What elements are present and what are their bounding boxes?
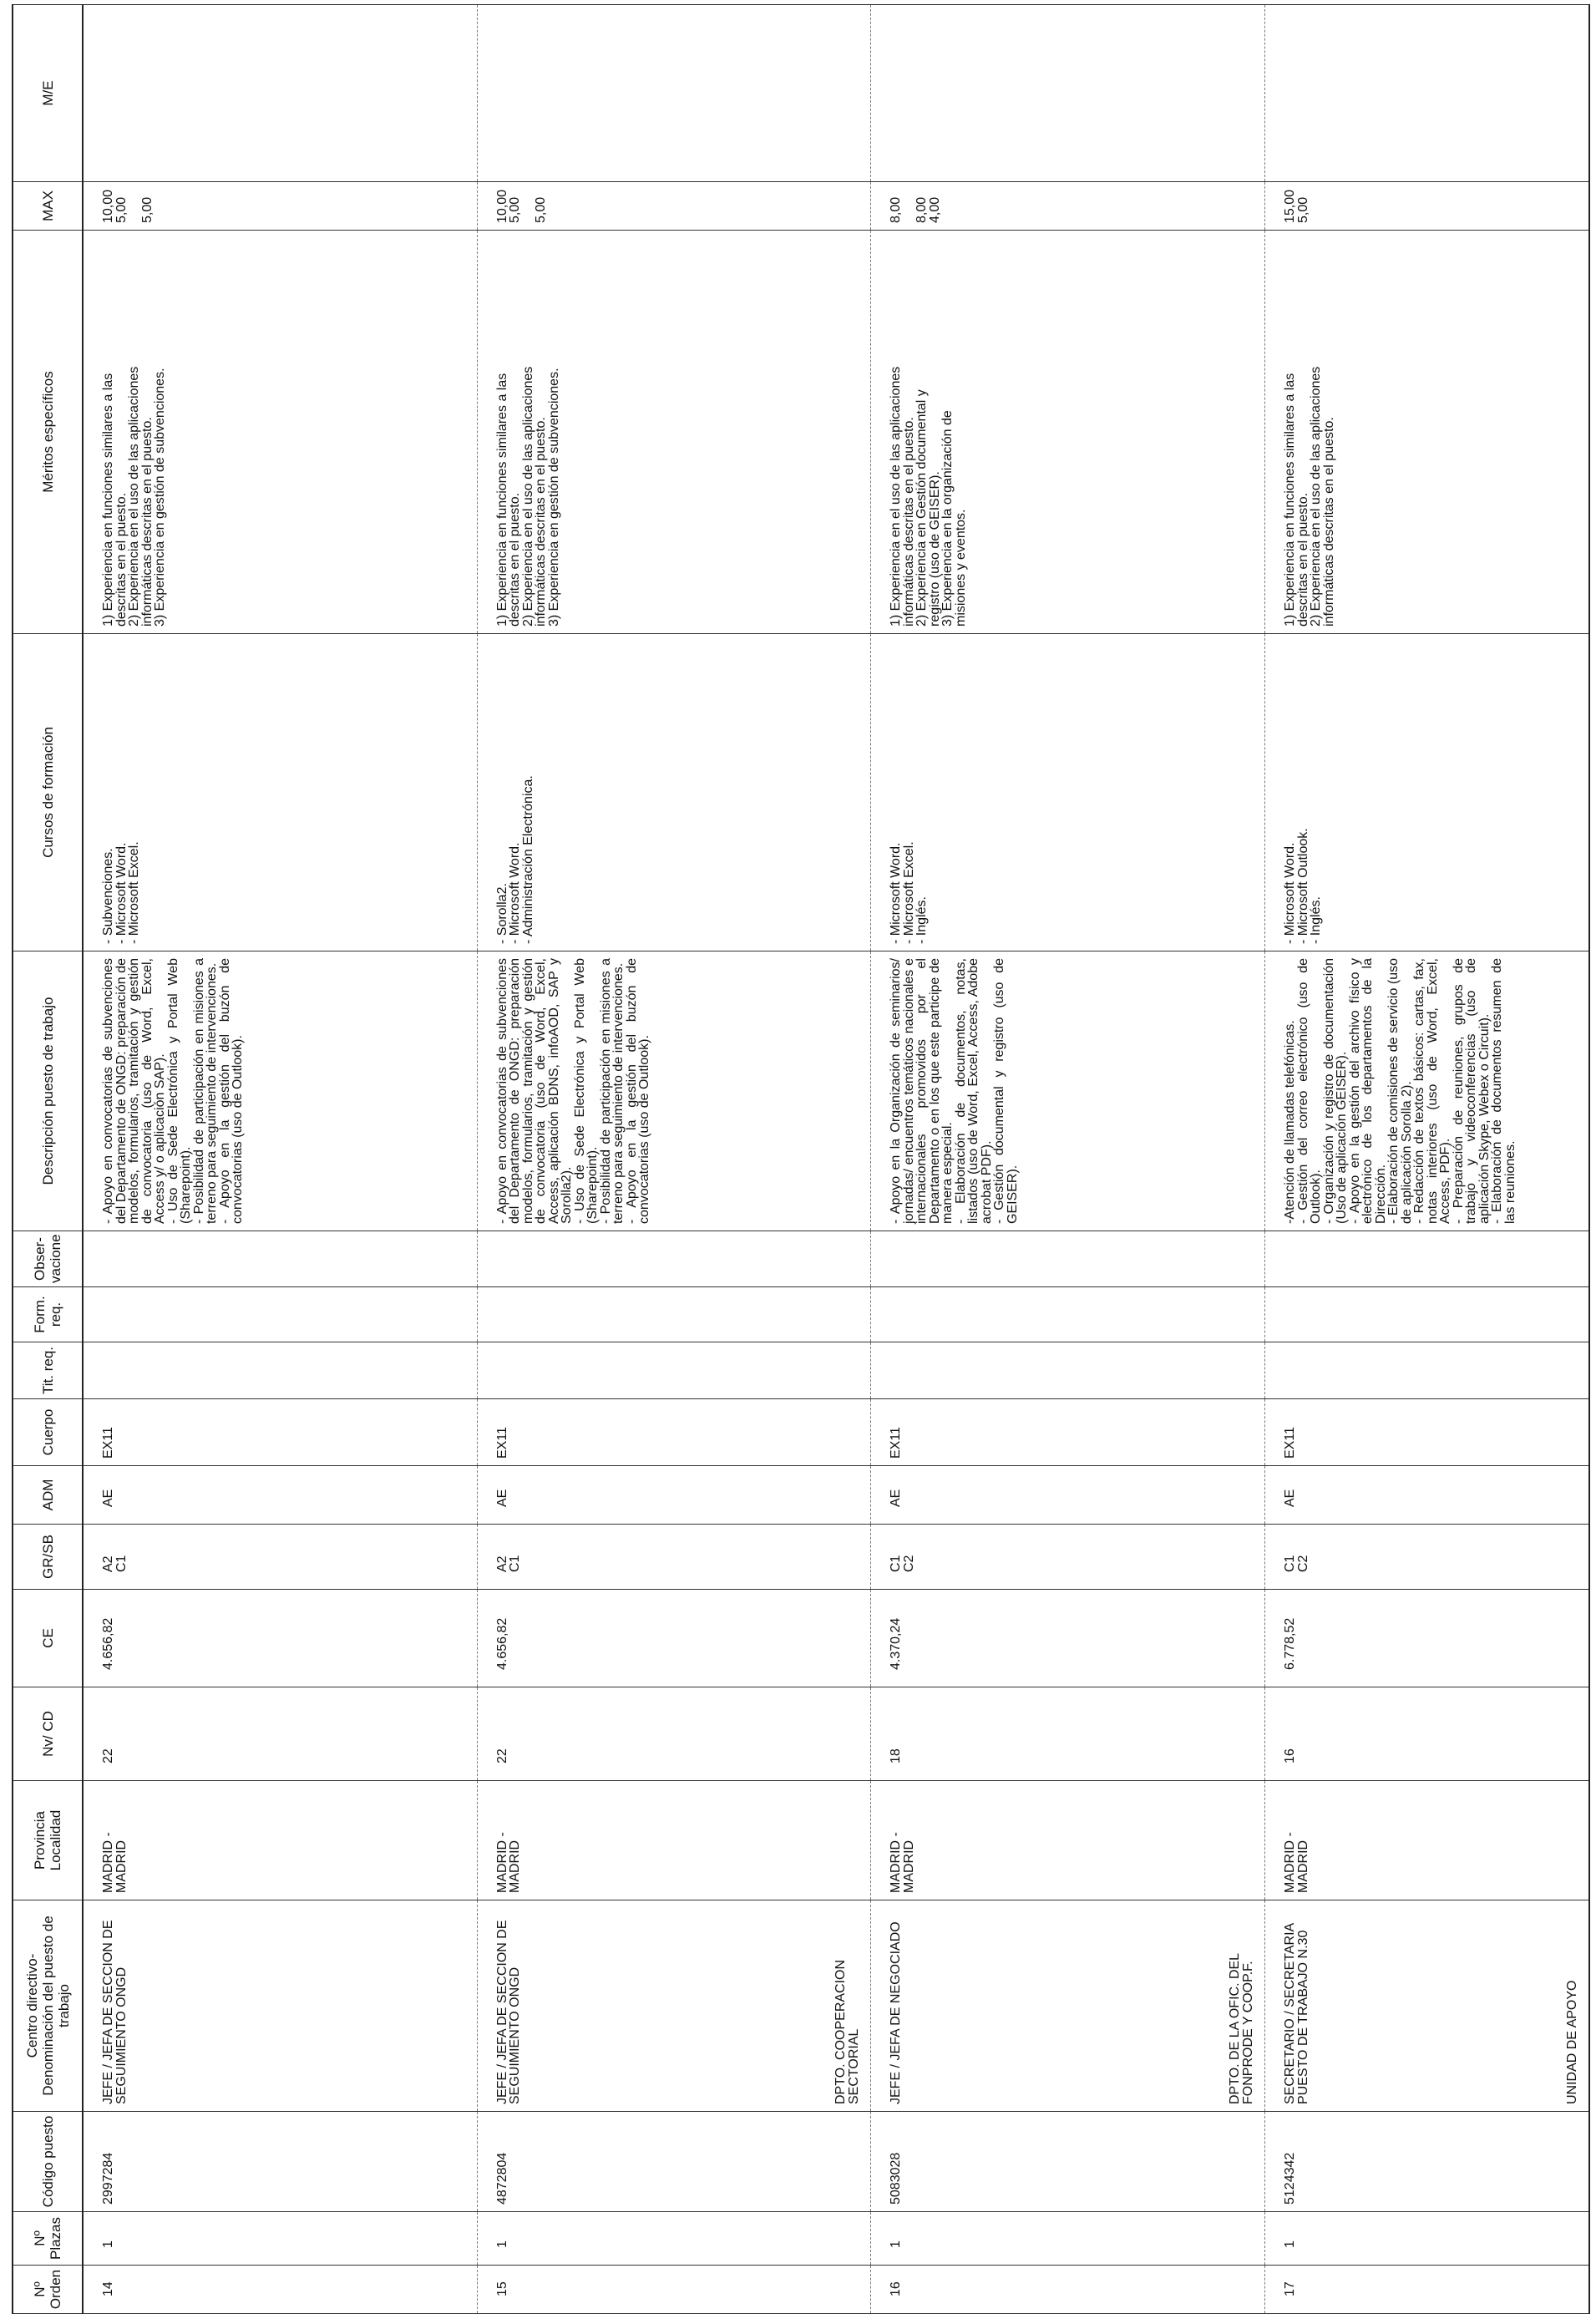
header-meritos: Méritos específicos — [13, 231, 83, 634]
cell-plazas — [871, 2212, 1265, 2266]
grupo-value: A2 C1 — [101, 1555, 129, 1572]
cell-adm — [83, 1466, 477, 1525]
grupo-value: A2 C1 — [494, 1555, 523, 1572]
ce-value: 4.656,82 — [494, 1617, 509, 1670]
cell-ce — [477, 1590, 871, 1687]
header-row — [13, 5, 83, 2314]
cell-grupo — [871, 1525, 1265, 1590]
centro-wrapper — [84, 1900, 477, 2111]
cell-observaciones — [83, 1231, 477, 1287]
cell-cursos — [1265, 634, 1589, 951]
descripcion-line: - Apoyo en convocatorias de subvenciones del Departamento de ONGD: preparación de modelos, formularios, tramitación y gestión de convocatoria (uso de Word, Excel, Access y/ o aplicación SAP). — [101, 958, 167, 1224]
cell-formacion — [871, 1287, 1265, 1342]
table-row — [477, 5, 871, 2314]
header-adm: ADM — [13, 1466, 83, 1525]
header-cuerpo: Cuerpo — [13, 1399, 83, 1466]
cell-max — [871, 182, 1265, 231]
descripcion-text — [871, 951, 1022, 1231]
cell-titulacion — [1265, 1342, 1589, 1399]
cell-ce — [83, 1590, 477, 1687]
codigo-value: 5083028 — [889, 2152, 904, 2205]
cell-codigo — [83, 2112, 477, 2212]
orden-value: 17 — [1283, 2281, 1298, 2296]
orden-value: 16 — [889, 2281, 904, 2296]
unidad-label: DPTO. COOPERACION SECTORIAL — [833, 1959, 861, 2104]
cell-centro — [477, 1900, 871, 2112]
nivel-value: 18 — [889, 1748, 904, 1763]
descripcion-line: - Apoyo en la gestión del archivo físico y electrónico de los departamentos de la Dirección. — [1347, 958, 1388, 1224]
provincia-value: MADRID - MADRID — [1283, 1832, 1310, 1893]
cell-observaciones — [871, 1231, 1265, 1287]
me-value — [84, 5, 105, 181]
cell-formacion — [477, 1287, 871, 1342]
descripcion-line: - Elaboración de documentos, notas, listados (uso de Word, Excel, Access, Adobe acrobat PDF). — [953, 958, 994, 1224]
cell-descripcion — [1265, 951, 1589, 1231]
cell-nivel — [1265, 1687, 1589, 1781]
cell-adm — [1265, 1466, 1589, 1525]
header-centro: Centro directivo- Denominación del puesto de trabajo — [13, 1900, 83, 2112]
descripcion-line: - Redacción de textos básicos: cartas, fax, notas interiores (uso de Word, Excel, Access, PDF). — [1412, 958, 1453, 1224]
cell-titulacion — [871, 1342, 1265, 1399]
formacion-value — [1265, 1287, 1287, 1342]
job-positions-table — [12, 4, 1590, 2314]
header-max: MAX — [13, 182, 83, 231]
cell-me — [1265, 5, 1589, 182]
cell-codigo — [1265, 2112, 1589, 2212]
titulacion-value — [84, 1342, 105, 1398]
table-row — [1265, 5, 1589, 2314]
orden-value: 14 — [101, 2281, 115, 2296]
cell-descripcion — [83, 951, 477, 1231]
observaciones-value — [478, 1231, 499, 1286]
header-formacion: Form. req. — [13, 1287, 83, 1342]
descripcion-line: - Gestión del correo electrónico (uso de Outlook). — [1295, 958, 1324, 1224]
cell-plazas — [1265, 2212, 1589, 2266]
header-observaciones: Obser- vacione — [13, 1231, 83, 1287]
puesto-denominacion: JEFE / JEFA DE NEGOCIADO — [889, 1921, 904, 2104]
me-value — [871, 5, 893, 181]
descripcion-text — [84, 951, 248, 1231]
observaciones-value — [871, 1231, 893, 1286]
cell-titulacion — [477, 1342, 871, 1399]
max-value: 10,00 5,00 5,00 — [101, 189, 155, 223]
cuerpo-value: EX11 — [1283, 1427, 1298, 1459]
meritos-value: 1) Experiencia en funciones similares a las descritas en el puesto. 2) Experiencia en el uso de las aplicaciones informáticas descritas en el puesto. 3) Experiencia en gestión de subvenciones. — [101, 366, 167, 627]
plazas-value: 1 — [494, 2240, 509, 2248]
descripcion-line: - Uso de Sede Electrónica y Portal Web (Sharepoint). — [165, 958, 193, 1224]
header-nivel: Nv/ CD — [13, 1687, 83, 1781]
cell-nivel — [477, 1687, 871, 1781]
cell-adm — [477, 1466, 871, 1525]
cursos-value: - Microsoft Word. - Microsoft Outlook. - Inglés. — [1283, 828, 1324, 944]
meritos-value: 1) Experiencia en el uso de las aplicaciones informáticas descritas en el puesto. 2) Experiencia en Gestión documental y registro (uso de GEISER). 3) Experiencia en la organización de misiones y eventos. — [889, 366, 968, 627]
descripcion-line: - Organización y registro de documentación (Uso de aplicación GEISER). — [1321, 958, 1350, 1224]
cell-cuerpo — [477, 1399, 871, 1466]
cell-ce — [1265, 1590, 1589, 1687]
cursos-value: - Sorolla2. - Microsoft Word. - Administración Electrónica. — [494, 775, 535, 944]
cell-meritos — [83, 231, 477, 634]
descripcion-text — [478, 951, 655, 1231]
plazas-value: 1 — [889, 2240, 904, 2248]
adm-value: AE — [101, 1489, 115, 1507]
descripcion-line: - Preparación de reuniones, grupos de trabajo y videoconferencias (uso de aplicación Skype, Webex o Circuit). — [1451, 958, 1492, 1224]
centro-wrapper — [871, 1900, 1264, 2111]
codigo-value: 2997284 — [101, 2152, 115, 2205]
nivel-value: 22 — [101, 1748, 115, 1763]
centro-wrapper — [1265, 1900, 1588, 2111]
cell-orden — [477, 2266, 871, 2314]
cell-adm — [871, 1466, 1265, 1525]
descripcion-line: - Apoyo en la gestión del buzón de convocatorias (uso de Outlook). — [217, 958, 245, 1224]
header-plazas: Nº Plazas — [13, 2212, 83, 2266]
cell-cuerpo — [83, 1399, 477, 1466]
nivel-value: 16 — [1283, 1748, 1298, 1763]
cell-titulacion — [83, 1342, 477, 1399]
cell-descripcion — [477, 951, 871, 1231]
cell-cursos — [477, 634, 871, 951]
cell-codigo — [871, 2112, 1265, 2212]
cell-plazas — [477, 2212, 871, 2266]
cell-grupo — [83, 1525, 477, 1590]
cursos-value: - Microsoft Word. - Microsoft Excel. - Inglés. — [889, 841, 930, 944]
descripcion-line: - Posibilidad de participación en misiones a terreno para seguimiento de intervenciones. — [191, 958, 219, 1224]
unidad-label: UNIDAD DE APOYO — [1564, 1980, 1579, 2104]
cell-me — [83, 5, 477, 182]
codigo-value: 4872804 — [494, 2152, 509, 2205]
header-cursos: Cursos de formación — [13, 634, 83, 951]
cuerpo-value: EX11 — [494, 1427, 509, 1459]
centro-wrapper — [478, 1900, 871, 2111]
titulacion-value — [1265, 1342, 1287, 1398]
puesto-denominacion: JEFE / JEFA DE SECCION DE SEGUIMIENTO ONGD — [494, 1920, 523, 2104]
codigo-value: 5124342 — [1283, 2152, 1298, 2205]
cell-provincia — [1265, 1781, 1589, 1900]
ce-value: 6.778,52 — [1283, 1617, 1298, 1670]
titulacion-value — [478, 1342, 499, 1398]
adm-value: AE — [494, 1489, 509, 1507]
puesto-denominacion: SECRETARIO / SECRETARIA PUESTO DE TRABAJO N.30 — [1283, 1922, 1310, 2104]
header-grupo: GR/SB — [13, 1525, 83, 1590]
header-titulacion: Tit. req. — [13, 1342, 83, 1399]
descripcion-line: - Gestión documental y registro (uso de GEISER). — [992, 958, 1020, 1224]
observaciones-value — [84, 1231, 105, 1286]
table-row — [871, 5, 1265, 2314]
cell-max — [83, 182, 477, 231]
cell-meritos — [871, 231, 1265, 634]
observaciones-value — [1265, 1231, 1287, 1286]
cell-centro — [83, 1900, 477, 2112]
cursos-value: - Subvenciones. - Microsoft Word. - Microsoft Excel. — [101, 841, 141, 944]
descripcion-line: - Elaboración de comisiones de servicio (uso de aplicación Sorolla 2). — [1386, 958, 1414, 1224]
formacion-value — [84, 1287, 105, 1342]
cell-provincia — [83, 1781, 477, 1900]
grupo-value: C1 C2 — [889, 1555, 916, 1572]
header-descripcion: Descripción puesto de trabajo — [13, 951, 83, 1231]
grupo-value: C1 C2 — [1283, 1555, 1310, 1572]
ce-value: 4.370,24 — [889, 1617, 904, 1670]
cuerpo-value: EX11 — [889, 1427, 904, 1459]
plazas-value: 1 — [1283, 2240, 1298, 2248]
descripcion-line: - Uso de Sede Electrónica y Portal Web (Sharepoint). — [572, 958, 600, 1224]
cell-plazas — [83, 2212, 477, 2266]
cell-cursos — [871, 634, 1265, 951]
cell-orden — [1265, 2266, 1589, 2314]
cell-orden — [871, 2266, 1265, 2314]
cuerpo-value: EX11 — [101, 1427, 115, 1459]
me-value — [1265, 5, 1287, 181]
cell-nivel — [83, 1687, 477, 1781]
cell-provincia — [871, 1781, 1265, 1900]
cell-max — [477, 182, 871, 231]
cell-meritos — [477, 231, 871, 634]
puesto-denominacion: JEFE / JEFA DE SECCION DE SEGUIMIENTO ONGD — [101, 1920, 129, 2104]
adm-value: AE — [1283, 1489, 1298, 1507]
plazas-value: 1 — [101, 2240, 115, 2248]
cell-descripcion — [871, 951, 1265, 1231]
unidad-label: DPTO. DE LA OFIC. DEL FONPRODE Y COOP.F. — [1228, 1952, 1255, 2104]
descripcion-line: - Posibilidad de participación en misiones a terreno para seguimiento de intervenciones. — [598, 958, 626, 1224]
me-value — [478, 5, 499, 181]
adm-value: AE — [889, 1489, 904, 1507]
header-provincia: Provincia Localidad — [13, 1781, 83, 1900]
provincia-value: MADRID - MADRID — [101, 1832, 129, 1893]
cell-meritos — [1265, 231, 1589, 634]
cell-ce — [871, 1590, 1265, 1687]
provincia-value: MADRID - MADRID — [494, 1832, 523, 1893]
max-value: 15,00 5,00 — [1283, 189, 1310, 223]
descripcion-line: - Apoyo en convocatorias de subvenciones del Departamento de ONGD: preparación modelos, formularios, tramitación y gestión de convocatoria (uso de Word, Excel, Access, aplicación BDNS, infoAOD, SAP y Sorolla2). — [494, 958, 575, 1224]
header-orden: Nº Orden — [13, 2266, 83, 2314]
cell-me — [477, 5, 871, 182]
header-me: M/E — [13, 5, 83, 182]
cell-nivel — [871, 1687, 1265, 1781]
meritos-value: 1) Experiencia en funciones similares a las descritas en el puesto. 2) Experiencia en el uso de las aplicaciones informáticas descritas en el puesto. — [1283, 366, 1336, 627]
cell-cuerpo — [871, 1399, 1265, 1466]
cell-observaciones — [1265, 1231, 1589, 1287]
header-codigo: Código puesto — [13, 2112, 83, 2212]
meritos-value: 1) Experiencia en funciones similares a las descritas en el puesto. 2) Experiencia en el uso de las aplicaciones informáticas descritas en el puesto. 3) Experiencia en gestión de subvenciones. — [494, 366, 561, 627]
table-row — [83, 5, 477, 2314]
formacion-value — [871, 1287, 893, 1342]
descripcion-line: - Apoyo en la gestión del buzón de convocatorias (uso de Outlook). — [624, 958, 652, 1224]
cell-centro — [1265, 1900, 1589, 2112]
cell-me — [871, 5, 1265, 182]
provincia-value: MADRID - MADRID — [889, 1832, 916, 1893]
cell-max — [1265, 182, 1589, 231]
cell-provincia — [477, 1781, 871, 1900]
cell-formacion — [83, 1287, 477, 1342]
cell-centro — [871, 1900, 1265, 2112]
cell-cuerpo — [1265, 1399, 1589, 1466]
max-value: 8,00 8,00 4,00 — [889, 196, 942, 223]
cell-grupo — [1265, 1525, 1589, 1590]
descripcion-line: -Atención de llamadas telefónicas. — [1283, 1020, 1298, 1224]
cell-codigo — [477, 2112, 871, 2212]
cell-cursos — [83, 634, 477, 951]
header-ce: CE — [13, 1590, 83, 1687]
ce-value: 4.656,82 — [101, 1617, 115, 1670]
titulacion-value — [871, 1342, 893, 1398]
max-value: 10,00 5,00 5,00 — [494, 189, 549, 223]
descripcion-line: - Apoyo en la Organización de seminarios/ jornadas/ encuentros temáticos nacionales e internacionales promovidos por el Departamento o en los que este participe de manera especial. — [889, 958, 955, 1224]
cell-observaciones — [477, 1231, 871, 1287]
descripcion-line: - Elaboración de documentos resumen de las reuniones. — [1490, 958, 1517, 1224]
cell-orden — [83, 2266, 477, 2314]
cell-grupo — [477, 1525, 871, 1590]
formacion-value — [478, 1287, 499, 1342]
orden-value: 15 — [494, 2281, 509, 2296]
cell-formacion — [1265, 1287, 1589, 1342]
descripcion-text — [1265, 951, 1520, 1231]
nivel-value: 22 — [494, 1748, 509, 1763]
